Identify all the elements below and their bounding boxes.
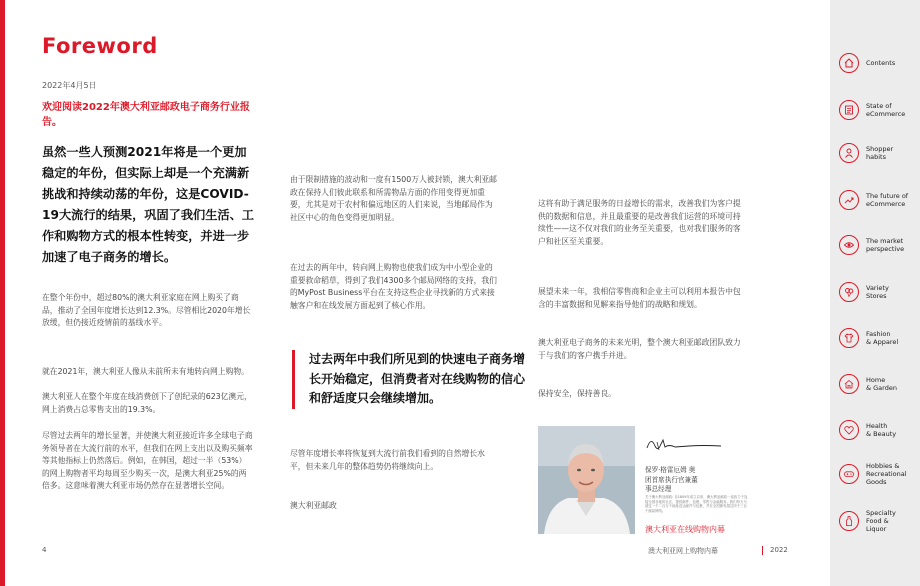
home-icon	[839, 53, 859, 73]
signatory-title: 团首席执行官兼董	[645, 475, 698, 484]
col3-paragraph-4: 保持安全，保持善良。	[538, 389, 616, 398]
nav-item-label: The market perspective	[866, 237, 905, 253]
shirt-icon	[839, 328, 859, 348]
col2-paragraph-1: 由于限制措施的波动和一度有1500万人被封锁，澳大利亚邮政在保持人们彼此联系和所需物品方面的作用变得更加重要，尤其是对于农村和偏远地区的人们来说，当地邮局作为社区中心的角色变得更加明显。	[290, 175, 497, 222]
pull-quote: 过去两年中我们所见到的快速电子商务增长开始稳定，但消费者对在线购物的信心和舒适度只会继续增加。	[292, 350, 527, 409]
gamepad-icon	[839, 464, 859, 484]
welcome-heading: 欢迎阅读2022年澳大利亚邮政电子商务行业报告。	[42, 102, 250, 128]
nav-item-home-garden[interactable]	[839, 374, 920, 394]
signature-image	[645, 432, 725, 456]
signatory-title-2: 事总经理	[645, 485, 672, 493]
nav-item-label: Health & Beauty	[866, 422, 897, 438]
nav-item-market-perspective[interactable]	[839, 235, 920, 255]
trend-up-icon	[839, 190, 859, 210]
col3-paragraph-2: 展望未来一年，我相信零售商和企业主可以利用本报告中包含的丰富数据和见解来指导他们的战略和规划。	[538, 287, 741, 309]
nav-item-label: Home & Garden	[866, 376, 897, 392]
nav-item-label: State of eCommerce	[866, 102, 906, 118]
ceo-portrait	[538, 426, 635, 534]
nav-item-label: Variety Stores	[866, 284, 889, 300]
left-accent-bar	[0, 0, 5, 586]
nav-item-label: The future of eCommerce	[866, 192, 909, 208]
nav-item-label: Shopper habits	[866, 145, 894, 161]
footer-report-name: 澳大利亚网上购物内幕	[648, 547, 718, 555]
col2-paragraph-4: 澳大利亚邮政	[290, 501, 337, 510]
nav-item-hobbies-recreational[interactable]	[839, 462, 920, 486]
page-title: Foreword	[42, 34, 158, 58]
list-icon	[839, 100, 859, 120]
col2-paragraph-3: 尽管年度增长率将恢复到大流行前我们看到的自然增长水平，但未来几年的整体趋势仍将继续向上。	[290, 449, 485, 471]
eye-icon	[839, 235, 859, 255]
col3-paragraph-3: 澳大利亚电子商务的未来光明，整个澳大利亚邮政团队致力于与我们的客户携手并进。	[538, 338, 741, 360]
house-icon	[839, 374, 859, 394]
col3-paragraph-1: 这将有助于满足服务的日益增长的需求，改善我们为客户提供的数据和信息，并且最重要的是改善我们运营的环境可持续性——这不仅对我们的业务至关重要，也对我们服务的客户和社区至关重要。	[538, 199, 741, 246]
signature-block	[645, 466, 740, 495]
nav-item-variety-stores[interactable]	[839, 282, 920, 302]
page-number: 4	[42, 546, 47, 554]
col2-paragraph-2: 在过去的两年中，转向网上购物也使我们成为中小型企业的重要救命稻草，得到了我们4300多个邮局网络的支持，我们的MyPost Business平台在支持这些企业寻找新的方式来接触客户和在线发展方面起到了核心作用。	[290, 263, 497, 310]
nav-item-state-of-ecommerce[interactable]	[839, 100, 920, 120]
col1-paragraph-1: 在整个年份中，超过80%的澳大利亚家庭在网上购买了商品，推动了全国年度增长达到12.3%。尽管相比2020年增长放缓，但仍接近疫情前的基线水平。	[42, 293, 251, 328]
bottle-icon	[839, 511, 859, 531]
nav-item-label: Fashion & Apparel	[866, 330, 899, 346]
nav-item-label: Contents	[866, 59, 896, 67]
signatory-name: 保罗·格雷厄姆 奥	[645, 466, 696, 474]
lead-paragraph: 虽然一些人预测2021年将是一个更加稳定的年份，但实际上却是一个充满新挑战和持续动荡的年份，这是COVID-19大流行的结果，巩固了我们生活、工作和购物方式的根本性转变，并进一步加速了电子商务的增长。	[42, 145, 254, 264]
photo-caption: 澳大利亚在线购物内幕	[645, 525, 725, 534]
signature-note: 关于澳大利亚邮政: 自1809年成立以来，澳大利亚邮政一直致力于连接全国各地的社区，提供邮件、包裹、零售与金融服务。我们每天为超过一千二百万个地址送达邮件与包裹，并在全国拥有超过四千三百个邮局网络。	[645, 495, 748, 513]
col1-paragraph-4: 尽管过去两年的增长显著，并使澳大利亚接近许多全球电子商务领导者在大流行前的水平，但我们在网上支出以及购买频率等其他指标上仍然落后。例如，在韩国，超过一半（53%）的网上购物者平均每周至少购买一次，是澳大利亚25%的两倍多。这意味着澳大利亚市场仍然存在显著增长空间。	[42, 431, 253, 491]
nav-item-specialty-food-liquor[interactable]	[839, 509, 920, 533]
col1-paragraph-2: 就在2021年，澳大利亚人像从未前所未有地转向网上购物。	[42, 367, 249, 376]
nav-item-contents[interactable]	[839, 53, 920, 73]
nav-item-shopper-habits[interactable]	[839, 143, 920, 163]
footer-divider	[762, 546, 763, 555]
col1-paragraph-3: 澳大利亚人在整个年度在线消费创下了创纪录的623亿澳元，网上消费占总零售支出的19.3%。	[42, 392, 252, 414]
balloons-icon	[839, 282, 859, 302]
report-date: 2022年4月5日	[42, 81, 97, 90]
person-icon	[839, 143, 859, 163]
nav-item-future-of-ecommerce[interactable]	[839, 190, 920, 210]
nav-item-label: Hobbies & Recreational Goods	[866, 462, 907, 486]
footer-year: 2022	[770, 546, 788, 554]
nav-item-health-beauty[interactable]	[839, 420, 920, 440]
heart-icon	[839, 420, 859, 440]
nav-item-fashion-apparel[interactable]	[839, 328, 920, 348]
nav-item-label: Specialty Food & Liquor	[866, 509, 896, 533]
